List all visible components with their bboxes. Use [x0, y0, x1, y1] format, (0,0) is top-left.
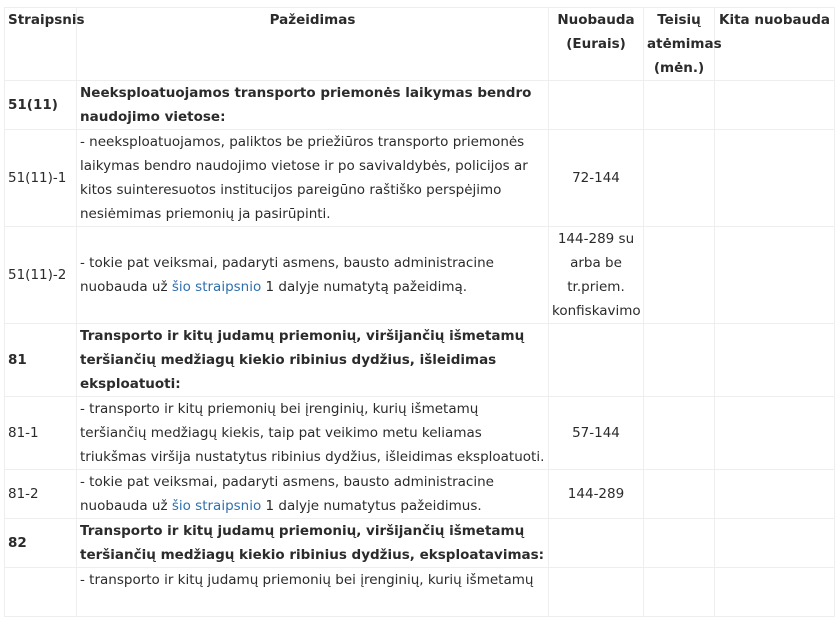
- table-row: [5, 397, 835, 470]
- license-cell: [644, 227, 715, 324]
- other-penalty-cell: [715, 81, 835, 130]
- header-license-line3: (mėn.): [653, 60, 705, 76]
- article-cell: 81-1: [5, 397, 77, 470]
- violation-text: 1 dalyje numatytą pažeidimą.: [261, 279, 468, 295]
- violation-cell: - transporto ir kitų priemonių bei įrenginių, kurių išmetamų teršiančių medžiagų kiekis, taip pat veikimo metu keliamas triukšmas viršija nustatytus ribinius dydžius, išleidimas eksploatuoti.: [77, 397, 549, 470]
- license-cell: [644, 130, 715, 227]
- article-cell: 81-2: [5, 470, 77, 519]
- header-row: [5, 8, 835, 81]
- other-penalty-cell: [715, 568, 835, 617]
- table-row: [5, 470, 835, 519]
- fine-line: 144-289 su: [557, 231, 635, 247]
- license-cell: [644, 519, 715, 568]
- violation-cell: Neeksploatuojamos transporto priemonės laikymas bendro naudojimo vietose:: [77, 81, 549, 130]
- article-cell: 51(11)-1: [5, 130, 77, 227]
- header-fine-line1: Nuobauda: [557, 12, 635, 28]
- penalties-table: [4, 7, 835, 617]
- violation-text: - tokie pat veiksmai, padaryti asmens, bausto administracine nuobauda už: [80, 474, 494, 514]
- other-penalty-cell: [715, 470, 835, 519]
- violation-text: 1 dalyje numatytus pažeidimus.: [261, 498, 482, 514]
- article-link[interactable]: šio straipsnio: [171, 279, 262, 295]
- article-cell: 51(11): [5, 81, 77, 130]
- fine-cell: 57-144: [549, 397, 644, 470]
- table-row: [5, 324, 835, 397]
- fine-line: tr.priem.: [567, 279, 625, 295]
- violation-cell: [77, 227, 549, 324]
- header-license-revocation: [644, 8, 722, 81]
- header-license-line2: atėmimas: [647, 36, 722, 52]
- violation-text: - tokie pat veiksmai, padaryti asmens, bausto administracine nuobauda už: [80, 255, 494, 295]
- fine-cell: [549, 519, 644, 568]
- table-row: [5, 568, 835, 617]
- article-link[interactable]: šio straipsnio: [171, 498, 262, 514]
- fine-cell: [549, 227, 644, 324]
- header-license-line1: Teisių: [657, 12, 701, 28]
- header-fine: [549, 8, 644, 81]
- article-cell: 51(11)-2: [5, 227, 77, 324]
- license-cell: [644, 397, 715, 470]
- article-cell: 81: [5, 324, 77, 397]
- other-penalty-cell: [715, 397, 835, 470]
- header-other-penalty: Kita nuobauda: [715, 8, 835, 81]
- header-article: Straipsnis: [5, 8, 77, 81]
- license-cell: [644, 81, 715, 130]
- fine-line: konfiskavimo: [552, 303, 641, 319]
- violation-cell: - neeksploatuojamos, paliktos be priežiūros transporto priemonės laikymas bendro naudojimo vietose ir po savivaldybės, policijos ar kitos suinteresuotos institucijos pareigūno raštiško perspėjimo nesiėmimas priemonių ja pasirūpinti.: [77, 130, 549, 227]
- article-cell: 82: [5, 519, 77, 568]
- license-cell: [644, 470, 715, 519]
- table-row: [5, 81, 835, 130]
- article-cell: [5, 568, 77, 617]
- fine-cell: [549, 568, 644, 617]
- violation-cell: [77, 470, 549, 519]
- fine-cell: 144-289: [549, 470, 644, 519]
- header-fine-line2: (Eurais): [566, 36, 626, 52]
- license-cell: [644, 568, 715, 617]
- violation-cell: Transporto ir kitų judamų priemonių, viršijančių išmetamų teršiančių medžiagų kiekio ribinius dydžius, eksploatavimas:: [77, 519, 549, 568]
- header-violation: Pažeidimas: [77, 8, 549, 81]
- other-penalty-cell: [715, 130, 835, 227]
- license-cell: [644, 324, 715, 397]
- violation-cell: Transporto ir kitų judamų priemonių, viršijančių išmetamų teršiančių medžiagų kiekio ribinius dydžius, išleidimas eksploatuoti:: [77, 324, 549, 397]
- fine-cell: [549, 324, 644, 397]
- other-penalty-cell: [715, 324, 835, 397]
- table-row: [5, 227, 835, 324]
- fine-cell: 72-144: [549, 130, 644, 227]
- other-penalty-cell: [715, 227, 835, 324]
- fine-line: arba be: [570, 255, 622, 271]
- fine-cell: [549, 81, 644, 130]
- table-row: [5, 130, 835, 227]
- violation-cell: - transporto ir kitų judamų priemonių bei įrenginių, kurių išmetamų: [77, 568, 549, 617]
- other-penalty-cell: [715, 519, 835, 568]
- table-row: [5, 519, 835, 568]
